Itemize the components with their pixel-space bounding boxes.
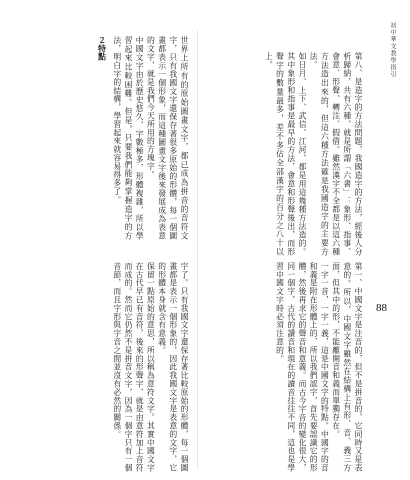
paragraph: 第一、中國文字是注音的，但不是拼音的，它同時又是表意的。所以，中國文字雖然在結構上有形、音、義三方面，但其中的形，不能離開音和義而單獨存在。 <box>331 262 363 472</box>
paragraph: 如日月、上下、武信、江河，都是用這幾種方法造的。其中象形和指事是最早的方法，會意和形聲後出，而形聲字的數量最多，差不多佔全部漢字的百分之八十以上。 <box>264 52 307 256</box>
page-number: 88 <box>376 302 387 314</box>
paragraph: 一字一音，一字一義，這是中國文字的特點。中國字的音和義是附在形體上的，所以我們認字，首先要認識它的形體，然後再求它的聲音和意義。而古今字音的變化很大，同一個字，古代的讀音和現在的讀音往往不同，這也是學習中國文字時必須注意的。 <box>275 262 330 472</box>
left-page-bottom-block <box>18 262 190 472</box>
section-heading: ２特點 <box>97 36 107 62</box>
running-head: 初中華文教學指引 <box>389 22 396 78</box>
right-page-bottom-block <box>204 262 364 472</box>
left-page-top-block <box>18 36 190 240</box>
page-gutter <box>197 30 198 470</box>
paragraph: 第八、是造字的方法問題，我國造字的方法，經後人分析歸納，共有六種，就是所謂「六書」：象形、指事、會意、形聲、轉注、假借。雖然漢字不全都是以這六種方法造出來的，但這六種方法確是我國造字的主要方法。 <box>309 52 363 256</box>
right-page-top-block <box>204 52 364 256</box>
paragraph: 中國文字由於歷史悠久，字數極多，形體複雜，所以學習起來比較困難。但是，只要我們能夠掌握造字的方法，明白字的結構，學習起來就容易得多了。 <box>112 36 145 240</box>
paragraph: 世界上所有的原始圖畫文字，都已成為拼音的音符文字，只有我國文字還保存著很多原始的形體，每一個圖畫都表示一個形象，而這種圖畫文字後來發展成為表意的文字，就是我們今天所用的方塊字。 <box>146 36 189 240</box>
paragraph: 保留一點原始的意思，所以稱為意符文字。其實中國文字在古代早已有音符，後來的形聲字，就是由意符加上音符而成的。然而它仍然不是拼音文字，因為一個字只有一個音節，而且字形與字音之間並沒有必然的關係。 <box>112 262 156 472</box>
paragraph: 字了。只有我國文字還保存著比較原始的形體，每一個圖畫都是表示一個形象的，因此我國文字是表意的文字，它的形體本身就含有意義。 <box>157 262 189 472</box>
